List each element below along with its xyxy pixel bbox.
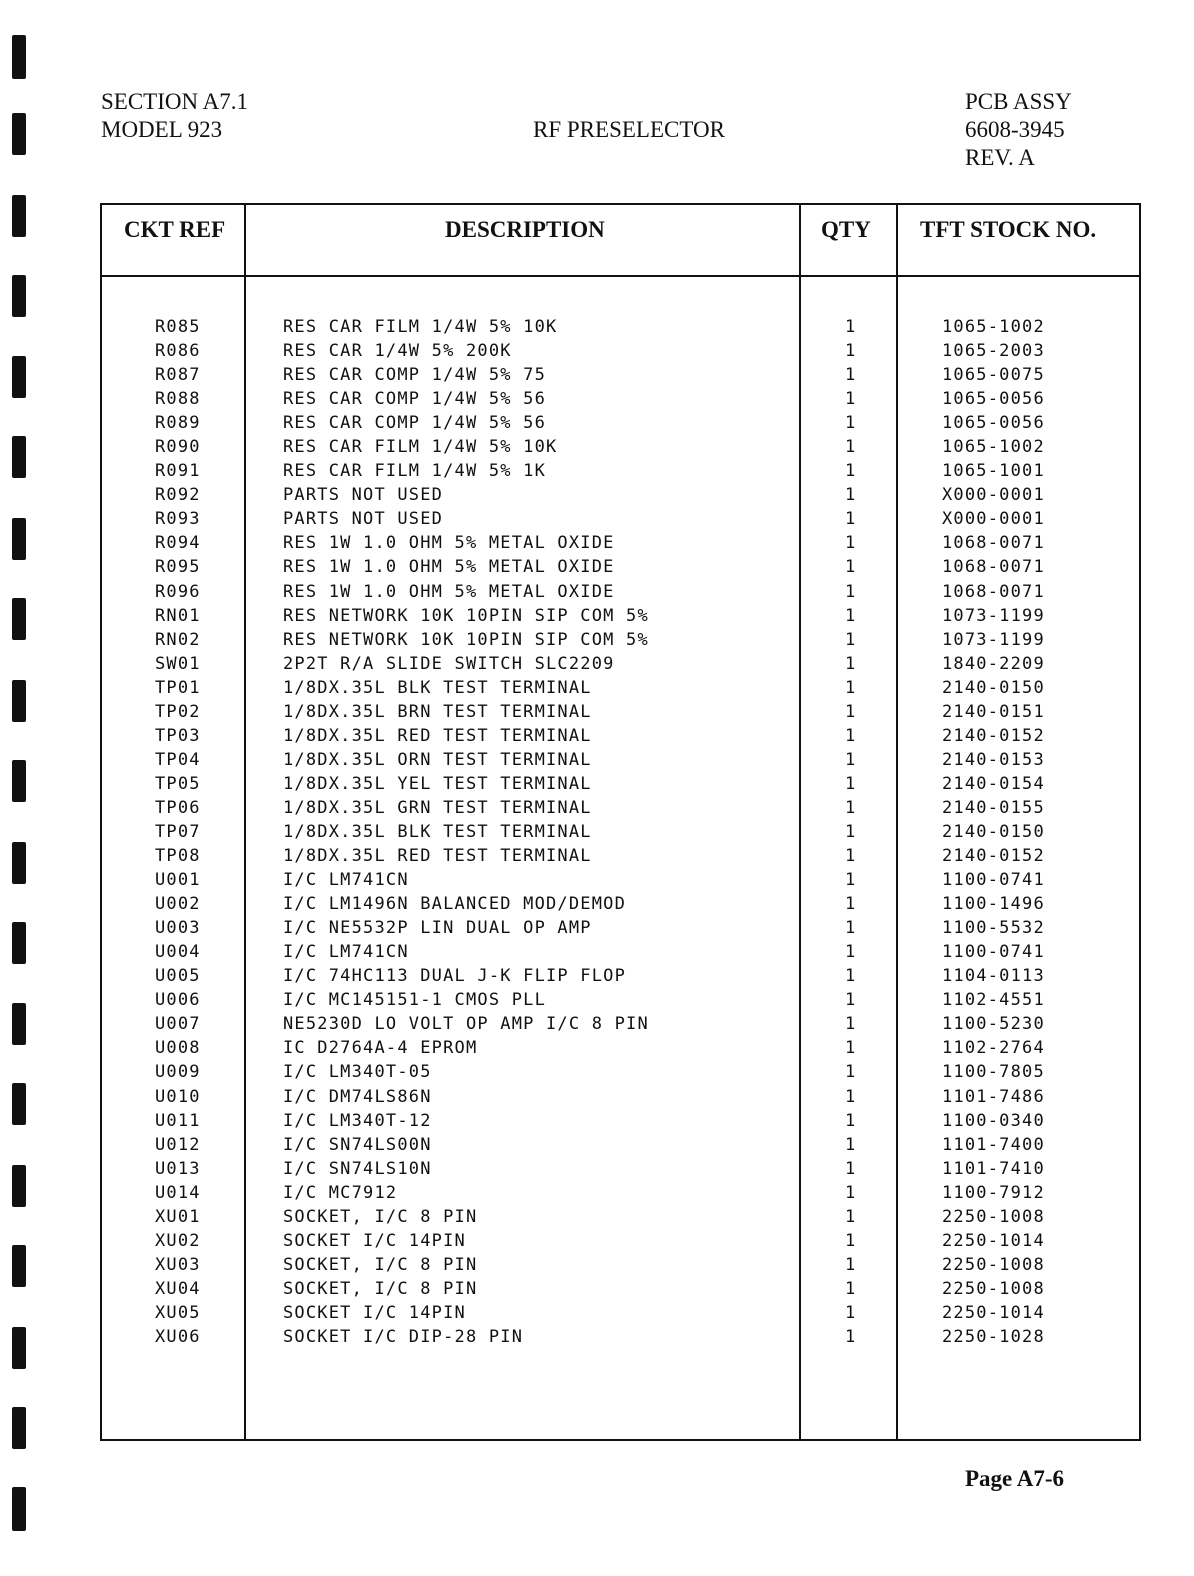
header-left	[101, 88, 248, 144]
ckt-ref-cell: U014	[155, 1182, 201, 1203]
table-body	[102, 315, 1139, 1349]
binder-mark	[12, 1327, 26, 1369]
stock-number-cell: 2250-1014	[942, 1302, 1045, 1323]
table-row	[102, 700, 1139, 724]
table-row	[102, 772, 1139, 796]
qty-cell: 1	[845, 749, 857, 770]
description-cell: RES 1W 1.0 OHM 5% METAL OXIDE	[283, 557, 615, 578]
stock-number-cell: 2140-0151	[942, 701, 1045, 722]
binder-mark	[12, 195, 26, 237]
section-label: SECTION A7.1	[101, 89, 248, 114]
table-row	[102, 1277, 1139, 1301]
table-row	[102, 604, 1139, 628]
description-cell: I/C LM340T-12	[283, 1110, 432, 1131]
qty-cell: 1	[845, 605, 857, 626]
table-row	[102, 844, 1139, 868]
binder-mark	[12, 1245, 26, 1287]
qty-cell: 1	[845, 509, 857, 530]
qty-cell: 1	[845, 581, 857, 602]
table-row	[102, 580, 1139, 604]
table-row	[102, 724, 1139, 748]
ckt-ref-cell: U002	[155, 894, 201, 915]
description-cell: RES CAR FILM 1/4W 5% 10K	[283, 317, 558, 337]
stock-number-cell: 2140-0152	[942, 725, 1045, 746]
qty-cell: 1	[845, 1158, 857, 1179]
qty-cell: 1	[845, 966, 857, 987]
description-cell: 1/8DX.35L BLK TEST TERMINAL	[283, 821, 592, 842]
qty-cell: 1	[845, 1206, 857, 1227]
qty-cell: 1	[845, 653, 857, 674]
qty-cell: 1	[845, 557, 857, 578]
qty-cell: 1	[845, 413, 857, 434]
qty-cell: 1	[845, 846, 857, 867]
table-row	[102, 1133, 1139, 1157]
revision-label: REV. A	[965, 145, 1035, 170]
description-cell: RES NETWORK 10K 10PIN SIP COM 5%	[283, 605, 649, 626]
binder-mark	[12, 1083, 26, 1125]
stock-number-cell: 1100-5230	[942, 1014, 1045, 1035]
description-cell: I/C MC145151-1 CMOS PLL	[283, 990, 547, 1011]
description-cell: SOCKET I/C 14PIN	[283, 1230, 466, 1251]
stock-number-cell: 1065-2003	[942, 341, 1045, 362]
qty-cell: 1	[845, 1302, 857, 1323]
binder-mark	[12, 1407, 26, 1449]
table-row	[102, 1060, 1139, 1084]
stock-number-cell: 1065-0056	[942, 389, 1045, 410]
ckt-ref-cell: R086	[155, 341, 201, 362]
ckt-ref-cell: U007	[155, 1014, 201, 1035]
ckt-ref-cell: TP02	[155, 701, 201, 722]
description-cell: RES CAR 1/4W 5% 200K	[283, 341, 512, 362]
description-cell: 1/8DX.35L GRN TEST TERMINAL	[283, 797, 592, 818]
binder-mark	[12, 356, 26, 398]
ckt-ref-cell: R091	[155, 461, 201, 482]
description-cell: I/C SN74LS00N	[283, 1134, 432, 1155]
stock-number-cell: 1100-0741	[942, 870, 1045, 891]
description-cell: RES NETWORK 10K 10PIN SIP COM 5%	[283, 629, 649, 650]
table-row	[102, 1253, 1139, 1277]
binder-mark	[12, 35, 26, 79]
table-row	[102, 387, 1139, 411]
stock-number-cell: 2250-1014	[942, 1230, 1045, 1251]
binder-mark	[12, 1165, 26, 1207]
ckt-ref-cell: R092	[155, 485, 201, 506]
table-row	[102, 339, 1139, 363]
binder-mark	[12, 680, 26, 722]
table-row	[102, 892, 1139, 916]
qty-cell: 1	[845, 701, 857, 722]
stock-number-cell: 1100-0340	[942, 1110, 1045, 1131]
stock-number-cell: X000-0001	[942, 485, 1045, 506]
document-title: RF PRESELECTOR	[533, 117, 725, 142]
ckt-ref-cell: XU05	[155, 1302, 201, 1323]
stock-number-cell: 1100-7912	[942, 1182, 1045, 1203]
qty-cell: 1	[845, 942, 857, 963]
binder-mark	[12, 518, 26, 560]
table-row	[102, 1085, 1139, 1109]
ckt-ref-cell: TP06	[155, 797, 201, 818]
stock-number-cell: 1065-1002	[942, 317, 1045, 337]
stock-number-cell: 1102-2764	[942, 1038, 1045, 1059]
qty-cell: 1	[845, 1278, 857, 1299]
qty-cell: 1	[845, 629, 857, 650]
description-cell: I/C LM1496N BALANCED MOD/DEMOD	[283, 894, 627, 915]
description-cell: RES 1W 1.0 OHM 5% METAL OXIDE	[283, 581, 615, 602]
table-row	[102, 868, 1139, 892]
qty-cell: 1	[845, 677, 857, 698]
table-row	[102, 676, 1139, 700]
stock-number-cell: 1068-0071	[942, 533, 1045, 554]
table-row	[102, 1036, 1139, 1060]
column-header-description: DESCRIPTION	[445, 217, 605, 242]
column-header-ckt-ref: CKT REF	[124, 217, 226, 242]
qty-cell: 1	[845, 317, 857, 337]
description-cell: RES CAR FILM 1/4W 5% 10K	[283, 437, 558, 458]
stock-number-cell: 2140-0155	[942, 797, 1045, 818]
stock-number-cell: 2250-1008	[942, 1254, 1045, 1275]
ckt-ref-cell: U009	[155, 1062, 201, 1083]
ckt-ref-cell: TP08	[155, 846, 201, 867]
ckt-ref-cell: U012	[155, 1134, 201, 1155]
description-cell: SOCKET, I/C 8 PIN	[283, 1254, 478, 1275]
description-cell: 1/8DX.35L RED TEST TERMINAL	[283, 725, 592, 746]
ckt-ref-cell: U008	[155, 1038, 201, 1059]
ckt-ref-cell: U004	[155, 942, 201, 963]
qty-cell: 1	[845, 894, 857, 915]
stock-number-cell: 2140-0150	[942, 821, 1045, 842]
stock-number-cell: 1065-0075	[942, 365, 1045, 386]
model-label: MODEL 923	[101, 117, 223, 142]
description-cell: NE5230D LO VOLT OP AMP I/C 8 PIN	[283, 1014, 649, 1035]
binder-mark	[12, 436, 26, 478]
table-row	[102, 459, 1139, 483]
ckt-ref-cell: U001	[155, 870, 201, 891]
stock-number-cell: 1104-0113	[942, 966, 1045, 987]
description-cell: IC D2764A-4 EPROM	[283, 1038, 478, 1059]
stock-number-cell: 1073-1199	[942, 605, 1045, 626]
ckt-ref-cell: XU02	[155, 1230, 201, 1251]
stock-number-cell: 1102-4551	[942, 990, 1045, 1011]
table-row	[102, 1012, 1139, 1036]
description-cell: SOCKET I/C DIP-28 PIN	[283, 1326, 524, 1347]
table-row	[102, 555, 1139, 579]
ckt-ref-cell: U003	[155, 918, 201, 939]
description-cell: I/C LM340T-05	[283, 1062, 432, 1083]
description-cell: 1/8DX.35L RED TEST TERMINAL	[283, 846, 592, 867]
table-row	[102, 507, 1139, 531]
description-cell: SOCKET, I/C 8 PIN	[283, 1206, 478, 1227]
binder-mark	[12, 113, 26, 155]
stock-number-cell: 2140-0150	[942, 677, 1045, 698]
ckt-ref-cell: XU04	[155, 1278, 201, 1299]
table-row	[102, 1157, 1139, 1181]
binder-mark	[12, 598, 26, 640]
description-cell: I/C SN74LS10N	[283, 1158, 432, 1179]
stock-number-cell: 2250-1008	[942, 1278, 1045, 1299]
stock-number-cell: 1840-2209	[942, 653, 1045, 674]
description-cell: I/C LM741CN	[283, 942, 409, 963]
description-cell: RES 1W 1.0 OHM 5% METAL OXIDE	[283, 533, 615, 554]
ckt-ref-cell: XU01	[155, 1206, 201, 1227]
qty-cell: 1	[845, 725, 857, 746]
description-cell: I/C 74HC113 DUAL J-K FLIP FLOP	[283, 966, 627, 987]
qty-cell: 1	[845, 1110, 857, 1131]
qty-cell: 1	[845, 797, 857, 818]
qty-cell: 1	[845, 1230, 857, 1251]
qty-cell: 1	[845, 437, 857, 458]
qty-cell: 1	[845, 461, 857, 482]
qty-cell: 1	[845, 341, 857, 362]
table-row	[102, 652, 1139, 676]
ckt-ref-cell: R088	[155, 389, 201, 410]
binder-mark	[12, 1487, 26, 1531]
assy-label: PCB ASSY	[965, 89, 1072, 114]
ckt-ref-cell: R096	[155, 581, 201, 602]
stock-number-cell: 1101-7400	[942, 1134, 1045, 1155]
table-row	[102, 796, 1139, 820]
ckt-ref-cell: U010	[155, 1086, 201, 1107]
table-row	[102, 363, 1139, 387]
description-cell: RES CAR COMP 1/4W 5% 75	[283, 365, 547, 386]
qty-cell: 1	[845, 1062, 857, 1083]
ckt-ref-cell: U006	[155, 990, 201, 1011]
ckt-ref-cell: RN01	[155, 605, 201, 626]
ckt-ref-cell: XU06	[155, 1326, 201, 1347]
table-row	[102, 628, 1139, 652]
description-cell: 2P2T R/A SLIDE SWITCH SLC2209	[283, 653, 615, 674]
table-row	[102, 1205, 1139, 1229]
table-row	[102, 1301, 1139, 1325]
ckt-ref-cell: TP01	[155, 677, 201, 698]
description-cell: 1/8DX.35L BRN TEST TERMINAL	[283, 701, 592, 722]
qty-cell: 1	[845, 365, 857, 386]
header-center	[533, 116, 725, 144]
stock-number-cell: 1065-1001	[942, 461, 1045, 482]
table-row	[102, 940, 1139, 964]
table-row	[102, 1109, 1139, 1133]
ckt-ref-cell: SW01	[155, 653, 201, 674]
stock-number-cell: 1065-0056	[942, 413, 1045, 434]
header-right	[965, 88, 1072, 172]
description-cell: I/C LM741CN	[283, 870, 409, 891]
table-row	[102, 916, 1139, 940]
binder-mark	[12, 760, 26, 802]
qty-cell: 1	[845, 1134, 857, 1155]
table-row	[102, 820, 1139, 844]
qty-cell: 1	[845, 918, 857, 939]
description-cell: PARTS NOT USED	[283, 485, 444, 506]
parts-table	[100, 203, 1141, 1441]
stock-number-cell: 1068-0071	[942, 557, 1045, 578]
column-header-qty: QTY	[821, 217, 871, 242]
qty-cell: 1	[845, 533, 857, 554]
qty-cell: 1	[845, 1182, 857, 1203]
ckt-ref-cell: R089	[155, 413, 201, 434]
stock-number-cell: 2140-0153	[942, 749, 1045, 770]
binder-mark	[12, 1003, 26, 1045]
ckt-ref-cell: U013	[155, 1158, 201, 1179]
table-row	[102, 748, 1139, 772]
ckt-ref-cell: R093	[155, 509, 201, 530]
qty-cell: 1	[845, 1086, 857, 1107]
stock-number-cell: 1101-7410	[942, 1158, 1045, 1179]
qty-cell: 1	[845, 1326, 857, 1347]
table-row	[102, 483, 1139, 507]
table-row	[102, 435, 1139, 459]
qty-cell: 1	[845, 1038, 857, 1059]
header-divider	[102, 275, 1139, 277]
stock-number-cell: 2250-1028	[942, 1326, 1045, 1347]
ckt-ref-cell: R095	[155, 557, 201, 578]
stock-number-cell: 1073-1199	[942, 629, 1045, 650]
qty-cell: 1	[845, 1254, 857, 1275]
table-row	[102, 964, 1139, 988]
qty-cell: 1	[845, 821, 857, 842]
description-cell: RES CAR COMP 1/4W 5% 56	[283, 413, 547, 434]
ckt-ref-cell: U011	[155, 1110, 201, 1131]
ckt-ref-cell: TP03	[155, 725, 201, 746]
stock-number-cell: 1100-5532	[942, 918, 1045, 939]
table-row	[102, 411, 1139, 435]
stock-number-cell: 1101-7486	[942, 1086, 1045, 1107]
description-cell: RES CAR FILM 1/4W 5% 1K	[283, 461, 547, 482]
binder-mark	[12, 922, 26, 964]
stock-number-cell: 1100-7805	[942, 1062, 1045, 1083]
description-cell: I/C MC7912	[283, 1182, 398, 1203]
page-number: Page A7-6	[965, 1466, 1065, 1491]
description-cell: I/C DM74LS86N	[283, 1086, 432, 1107]
qty-cell: 1	[845, 1014, 857, 1035]
table-row	[102, 1325, 1139, 1349]
description-cell: I/C NE5532P LIN DUAL OP AMP	[283, 918, 592, 939]
table-row	[102, 1181, 1139, 1205]
binder-mark	[12, 842, 26, 884]
ckt-ref-cell: R087	[155, 365, 201, 386]
qty-cell: 1	[845, 870, 857, 891]
qty-cell: 1	[845, 773, 857, 794]
stock-number-cell: 2140-0154	[942, 773, 1045, 794]
ckt-ref-cell: TP05	[155, 773, 201, 794]
description-cell: RES CAR COMP 1/4W 5% 56	[283, 389, 547, 410]
ckt-ref-cell: TP07	[155, 821, 201, 842]
description-cell: 1/8DX.35L YEL TEST TERMINAL	[283, 773, 592, 794]
description-cell: 1/8DX.35L BLK TEST TERMINAL	[283, 677, 592, 698]
ckt-ref-cell: TP04	[155, 749, 201, 770]
table-row	[102, 315, 1139, 339]
description-cell: 1/8DX.35L ORN TEST TERMINAL	[283, 749, 592, 770]
description-cell: SOCKET I/C 14PIN	[283, 1302, 466, 1323]
stock-number-cell: 1100-0741	[942, 942, 1045, 963]
stock-number-cell: 2140-0152	[942, 846, 1045, 867]
stock-number-cell: 2250-1008	[942, 1206, 1045, 1227]
table-row	[102, 988, 1139, 1012]
ckt-ref-cell: XU03	[155, 1254, 201, 1275]
qty-cell: 1	[845, 485, 857, 506]
assy-number: 6608-3945	[965, 117, 1065, 142]
ckt-ref-cell: R085	[155, 317, 201, 337]
description-cell: PARTS NOT USED	[283, 509, 444, 530]
ckt-ref-cell: U005	[155, 966, 201, 987]
stock-number-cell: 1065-1002	[942, 437, 1045, 458]
ckt-ref-cell: R090	[155, 437, 201, 458]
qty-cell: 1	[845, 990, 857, 1011]
ckt-ref-cell: RN02	[155, 629, 201, 650]
description-cell: SOCKET, I/C 8 PIN	[283, 1278, 478, 1299]
column-header-stock-no: TFT STOCK NO.	[920, 217, 1097, 242]
stock-number-cell: 1100-1496	[942, 894, 1045, 915]
table-row	[102, 531, 1139, 555]
ckt-ref-cell: R094	[155, 533, 201, 554]
stock-number-cell: 1068-0071	[942, 581, 1045, 602]
table-row	[102, 1229, 1139, 1253]
qty-cell: 1	[845, 389, 857, 410]
binder-mark	[12, 275, 26, 317]
stock-number-cell: X000-0001	[942, 509, 1045, 530]
